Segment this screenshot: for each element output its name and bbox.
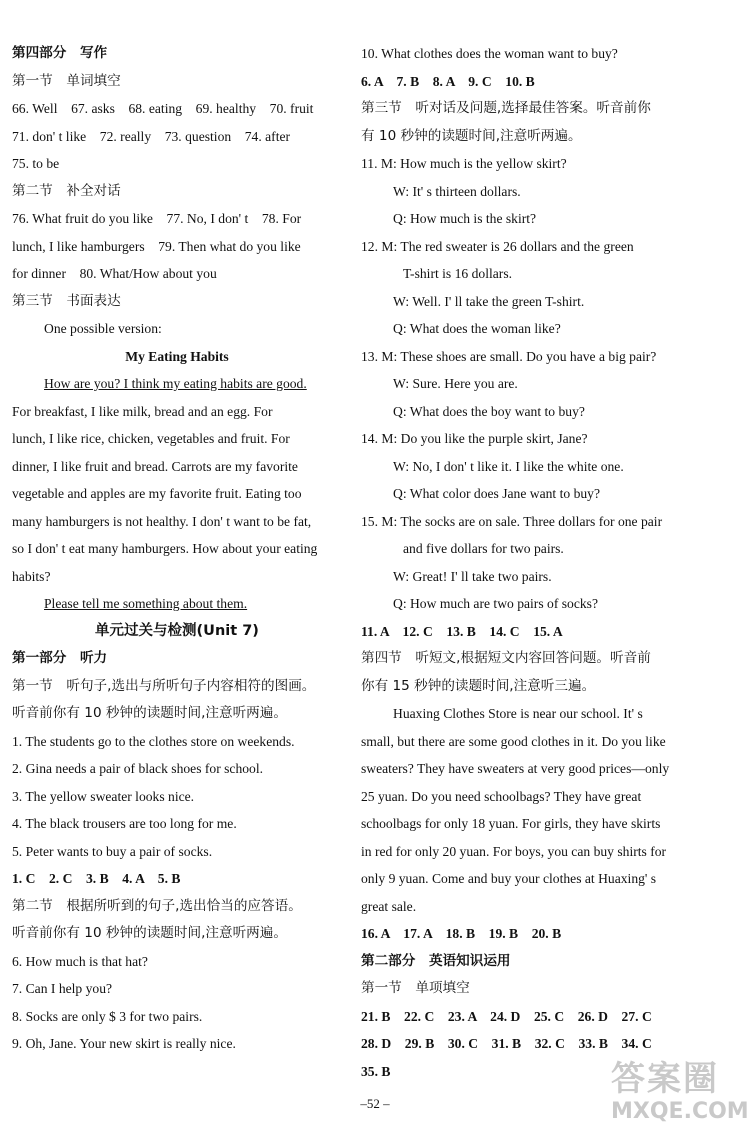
text-line: T-shirt is 16 dollars. xyxy=(403,266,513,281)
text-line: 11. M: How much is the yellow skirt? xyxy=(361,156,567,171)
text-line: 10. What clothes does the woman want to buy? xyxy=(361,46,618,61)
watermark-cn: 答案圈 xyxy=(611,1059,719,1099)
text-line: 听音前你有 10 秒钟的读题时间,注意听两遍。 xyxy=(12,705,287,721)
text-line: 3. The yellow sweater looks nice. xyxy=(12,788,195,804)
text-line: 21. B 22. C 23. A 24. D 25. C 26. D 27. C xyxy=(361,1008,652,1024)
left-column xyxy=(12,40,342,1058)
text-line: 你有 15 秒钟的读题时间,注意听三遍。 xyxy=(361,677,596,694)
text-line: Q: What does the woman like? xyxy=(393,321,561,336)
text-line: 6. How much is that hat? xyxy=(12,953,148,969)
text-line: and five dollars for two pairs. xyxy=(403,541,564,556)
text-line: so I don' t eat many hamburgers. How about your eating xyxy=(12,541,318,556)
text-line: How are you? I think my eating habits are good. xyxy=(44,376,307,391)
text-line: 12. M: The red sweater is 26 dollars and the green xyxy=(361,238,634,254)
text-line: dinner, I like fruit and bread. Carrots are my favorite xyxy=(12,458,298,474)
watermark-en: MXQE.COM xyxy=(611,1099,749,1124)
text-line: 第二节 补全对话 xyxy=(12,182,121,199)
text-line: 第三节 书面表达 xyxy=(12,292,121,309)
text-line: 15. M: The socks are on sale. Three dollars for one pair xyxy=(361,513,663,529)
text-line: Please tell me something about them. xyxy=(44,596,248,611)
section-heading: My Eating Habits xyxy=(125,348,229,364)
text-line: 11. A 12. C 13. B 14. C 15. A xyxy=(361,623,563,639)
text-line: 第二节 根据所听到的句子,选出恰当的应答语。 xyxy=(12,897,302,914)
text-line: 5. Peter wants to buy a pair of socks. xyxy=(12,843,213,859)
text-line: 听音前你有 10 秒钟的读题时间,注意听两遍。 xyxy=(12,925,287,941)
text-line: W: Great! I' ll take two pairs. xyxy=(393,568,552,584)
text-line: great sale. xyxy=(361,898,417,914)
text-line: for dinner 80. What/How about you xyxy=(12,266,217,281)
text-line: W: Well. I' ll take the green T-shirt. xyxy=(393,293,585,309)
text-line: Q: How much is the skirt? xyxy=(393,211,537,226)
text-line: in red for only 20 yuan. For boys, you can buy shirts for xyxy=(361,843,667,859)
text-line: habits? xyxy=(12,568,51,584)
text-line: vegetable and apples are my favorite fruit. Eating too xyxy=(12,486,302,501)
text-line: lunch, I like rice, chicken, vegetables and fruit. For xyxy=(12,431,290,446)
text-line: 第一节 单词填空 xyxy=(12,72,121,89)
text-line: 35. B xyxy=(361,1063,391,1079)
text-line: Huaxing Clothes Store is near our school. It' s xyxy=(393,706,643,721)
text-line: many hamburgers is not healthy. I don' t want to be fat, xyxy=(12,513,312,529)
text-line: Q: What does the boy want to buy? xyxy=(393,403,585,419)
text-line: 1. The students go to the clothes store on weekends. xyxy=(12,733,295,749)
text-line: 有 10 秒钟的读题时间,注意听两遍。 xyxy=(361,127,582,144)
text-line: 第一节 单项填空 xyxy=(361,980,470,996)
text-line: 28. D 29. B 30. C 31. B 32. C 33. B 34. C xyxy=(361,1036,652,1051)
text-line: 7. Can I help you? xyxy=(12,981,113,996)
text-line: W: It' s thirteen dollars. xyxy=(393,183,521,199)
text-line: only 9 yuan. Come and buy your clothes at Huaxing' s xyxy=(361,871,657,886)
text-line: Q: How much are two pairs of socks? xyxy=(393,596,598,611)
text-line: W: Sure. Here you are. xyxy=(393,376,518,391)
text-line: 66. Well 67. asks 68. eating 69. healthy 70. fruit xyxy=(12,101,314,116)
text-line: 14. M: Do you like the purple skirt, Jane? xyxy=(361,431,588,446)
watermark-logo xyxy=(611,1059,749,1129)
text-line: 2. Gina needs a pair of black shoes for school. xyxy=(12,761,264,776)
page-number: –52 – xyxy=(360,1096,390,1111)
text-line: 第一节 听句子,选出与所听句子内容相符的图画。 xyxy=(12,677,316,694)
text-line: 13. M: These shoes are small. Do you have a big pair? xyxy=(361,348,657,364)
section-heading: 第二部分 英语知识运用 xyxy=(361,952,511,969)
text-line: 8. Socks are only $ 3 for two pairs. xyxy=(12,1008,203,1024)
text-line: Q: What color does Jane want to buy? xyxy=(393,486,600,501)
text-line: 6. A 7. B 8. A 9. C 10. B xyxy=(361,73,535,89)
text-line: 1. C 2. C 3. B 4. A 5. B xyxy=(12,871,181,886)
text-line: 第三节 听对话及问题,选择最佳答案。听音前你 xyxy=(361,100,651,116)
text-line: lunch, I like hamburgers 79. Then what do you like xyxy=(12,238,301,254)
text-line: schoolbags for only 18 yuan. For girls, they have skirts xyxy=(361,816,661,831)
text-line: 4. The black trousers are too long for me. xyxy=(12,816,237,831)
text-line: sweaters? They have sweaters at very good prices—only xyxy=(361,761,670,776)
section-heading: 单元过关与检测(Unit 7) xyxy=(95,622,259,639)
text-line: One possible version: xyxy=(44,321,162,336)
text-line: small, but there are some good clothes in it. Do you like xyxy=(361,733,666,749)
section-heading: 第四部分 写作 xyxy=(12,45,108,61)
text-line: 25 yuan. Do you need schoolbags? They have great xyxy=(361,788,642,804)
text-line: 71. don' t like 72. really 73. question 74. after xyxy=(12,128,291,144)
text-line: 75. to be xyxy=(12,156,60,171)
text-line: For breakfast, I like milk, bread and an egg. For xyxy=(12,403,273,419)
text-line: 9. Oh, Jane. Your new skirt is really nice. xyxy=(12,1036,236,1051)
right-column xyxy=(361,40,691,1085)
text-line: 76. What fruit do you like 77. No, I don' t 78. For xyxy=(12,211,302,226)
section-heading: 第一部分 听力 xyxy=(12,650,108,666)
text-line: 16. A 17. A 18. B 19. B 20. B xyxy=(361,926,562,941)
text-line: 第四节 听短文,根据短文内容回答问题。听音前 xyxy=(361,650,651,666)
text-line: W: No, I don' t like it. I like the white one. xyxy=(393,458,624,474)
